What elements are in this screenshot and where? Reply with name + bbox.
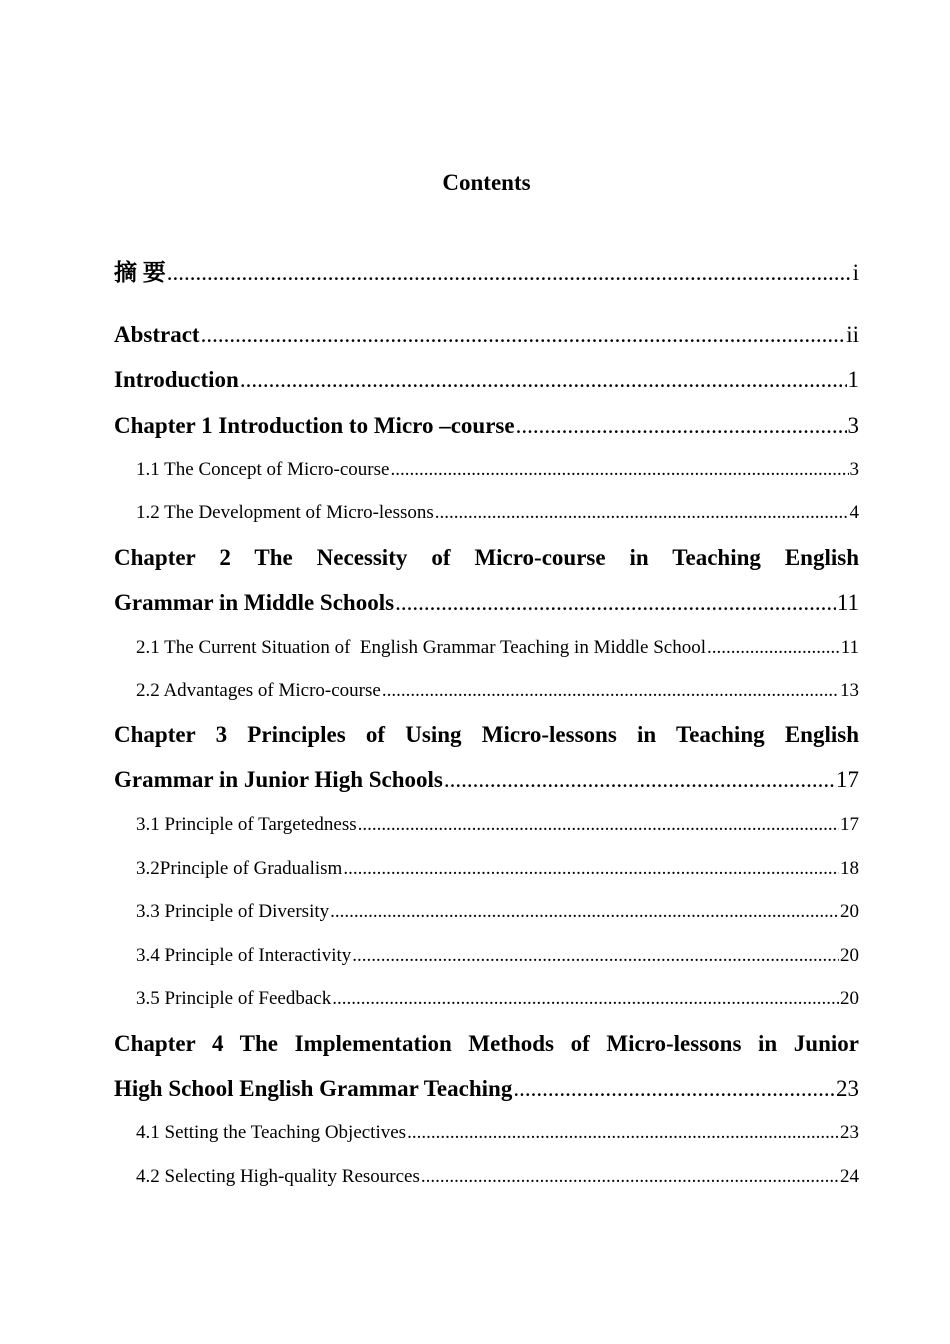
dot-leader [516, 411, 847, 441]
dot-leader [513, 1074, 835, 1104]
toc-page-number: 4 [849, 502, 859, 523]
toc-entry-label: 2.1 The Current Situation of English Grammar Teaching in Middle School [136, 637, 706, 658]
toc-page-number: 20 [840, 945, 859, 966]
toc-entry-chapter-3[interactable] [114, 765, 859, 795]
toc-page-number: 18 [840, 858, 859, 879]
toc-entry-chapter-2-line1[interactable]: Chapter 2 The Necessity of Micro-course in Teaching English [114, 545, 859, 570]
toc-page-number: 17 [836, 767, 859, 792]
toc-page-number: 11 [840, 637, 859, 658]
toc-entry-chapter-3-line1[interactable]: Chapter 3 Principles of Using Micro-lessons in Teaching English [114, 722, 859, 747]
toc-page-number: 11 [836, 590, 859, 615]
toc-entry-section-2-1[interactable] [136, 635, 859, 661]
dot-leader [390, 457, 848, 483]
toc-page-number: 3 [847, 413, 859, 438]
toc-entry-section-3-4[interactable] [136, 943, 859, 969]
toc-page-number: 1 [847, 367, 859, 392]
toc-page-number: 24 [840, 1166, 859, 1187]
toc-entry-chapter-4-line1[interactable]: Chapter 4 The Implementation Methods of Micro-lessons in Junior [114, 1031, 859, 1056]
toc-entry-section-3-2[interactable] [136, 856, 859, 882]
toc-entry-label: 2.2 Advantages of Micro-course [136, 680, 381, 701]
dot-leader [330, 899, 839, 925]
dot-leader [382, 678, 839, 704]
dot-leader [240, 365, 847, 395]
toc-page-number: 17 [840, 814, 859, 835]
toc-entry-label: Abstract [114, 322, 200, 347]
contents-title: Contents [442, 170, 531, 195]
toc-entry-label: 4.2 Selecting High-quality Resources [136, 1166, 420, 1187]
dot-leader [358, 812, 839, 838]
dot-leader [707, 635, 840, 661]
toc-entry-label: 摘 要 [114, 260, 166, 285]
dot-leader [167, 258, 852, 288]
dot-leader [435, 500, 849, 526]
toc-entry-chapter-2[interactable] [114, 588, 859, 618]
dot-leader [421, 1164, 839, 1190]
toc-entry-section-1-1[interactable] [136, 457, 859, 483]
dot-leader [343, 856, 839, 882]
toc-entry-section-1-2[interactable] [136, 500, 859, 526]
dot-leader [332, 986, 839, 1012]
dot-leader [407, 1120, 839, 1146]
dot-leader [201, 320, 846, 350]
toc-page-number: 3 [849, 459, 859, 480]
toc-page-number: ii [846, 322, 859, 347]
toc-entry-chapter-1[interactable] [114, 411, 859, 441]
toc-page-number: 20 [840, 901, 859, 922]
toc-entry-introduction[interactable] [114, 365, 859, 395]
toc-entry-label: 1.1 The Concept of Micro-course [136, 459, 390, 480]
toc-entry-label: Chapter 1 Introduction to Micro –course [114, 413, 515, 438]
toc-page-number: 23 [836, 1076, 859, 1101]
toc-entry-label: 3.4 Principle of Interactivity [136, 945, 352, 966]
toc-entry-label: Introduction [114, 367, 239, 392]
toc-entry-chapter-4[interactable] [114, 1074, 859, 1104]
toc-entry-section-3-1[interactable] [136, 812, 859, 838]
toc-entry-label: Grammar in Junior High Schools [114, 767, 443, 792]
toc-entry-label: 1.2 The Development of Micro-lessons [136, 502, 434, 523]
toc-entry-label: Grammar in Middle Schools [114, 590, 395, 615]
toc-entry-abstract-zh[interactable] [114, 258, 859, 288]
toc-entry-label: 3.5 Principle of Feedback [136, 988, 332, 1009]
toc-entry-label: 3.2Principle of Gradualism [136, 858, 343, 879]
toc-entry-section-4-1[interactable] [136, 1120, 859, 1146]
toc-page-number: 23 [840, 1122, 859, 1143]
dot-leader [352, 943, 839, 969]
toc-page-number: 13 [840, 680, 859, 701]
toc-entry-section-3-5[interactable] [136, 986, 859, 1012]
toc-entry-section-2-2[interactable] [136, 678, 859, 704]
toc-entry-label: High School English Grammar Teaching [114, 1076, 513, 1101]
dot-leader [444, 765, 835, 795]
toc-entry-label: 3.1 Principle of Targetedness [136, 814, 357, 835]
toc-page-number: 20 [840, 988, 859, 1009]
toc-entry-label: 3.3 Principle of Diversity [136, 901, 330, 922]
toc-page-number: i [852, 260, 859, 285]
toc-entry-section-3-3[interactable] [136, 899, 859, 925]
toc-entry-label: 4.1 Setting the Teaching Objectives [136, 1122, 407, 1143]
toc-entry-section-4-2[interactable] [136, 1164, 859, 1190]
toc-entry-abstract[interactable] [114, 320, 859, 350]
dot-leader [395, 588, 836, 618]
